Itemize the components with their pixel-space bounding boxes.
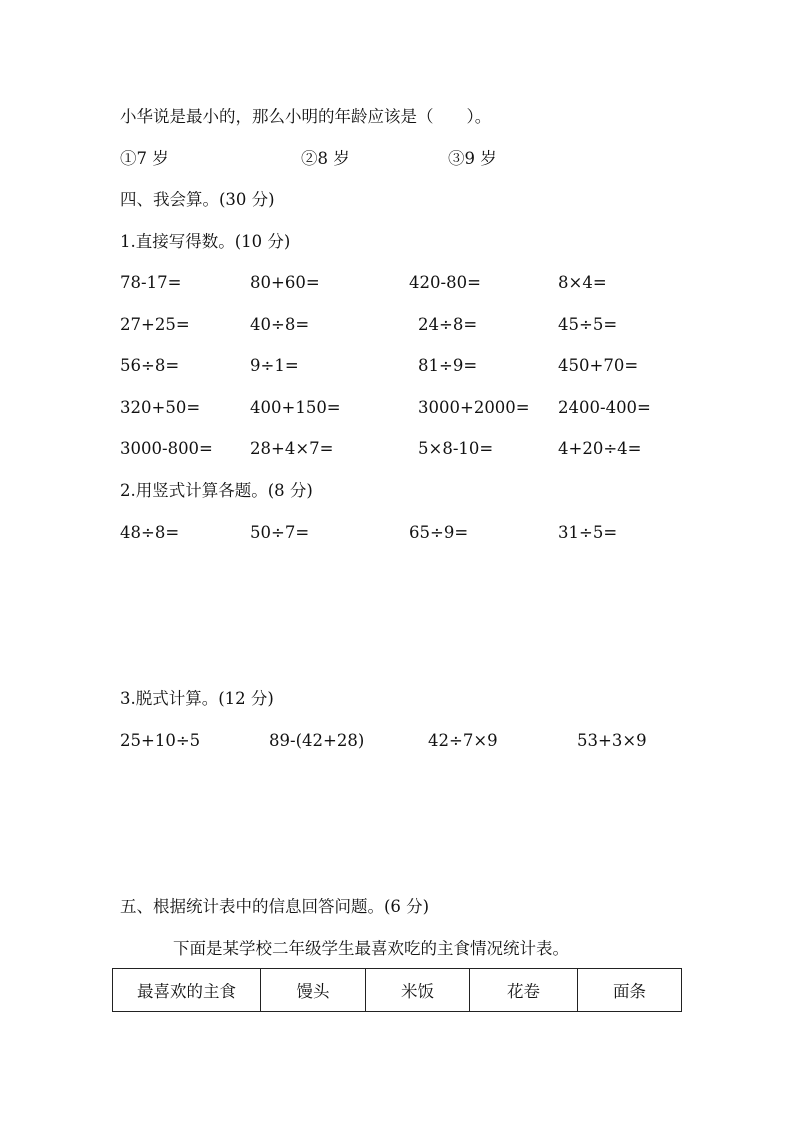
calc-r5-c1: 3000-800= [120,439,213,458]
calc-r1-c4: 8×4= [558,273,607,292]
option-3: ③9 岁 [448,149,497,168]
table-caption: 下面是某学校二年级学生最喜欢吃的主食情况统计表。 [173,939,569,958]
calc-r2-c4: 45÷5= [558,315,618,334]
section4-title: 四、我会算。(30 分) [120,190,275,209]
calc-r4-c4: 2400-400= [558,398,651,417]
calc-r1-c1: 78-17= [120,273,182,292]
part3-title: 3.脱式计算。(12 分) [120,689,274,708]
section5-title: 五、根据统计表中的信息回答问题。(6 分) [120,897,430,916]
calc-r1-c2: 80+60= [250,273,320,292]
calc-r3-c3: 81÷9= [418,356,478,375]
calc-r2-c2: 40÷8= [250,315,310,334]
stepwise-calc-4: 53+3×9 [577,731,647,750]
calc-r3-c2: 9÷1= [250,356,299,375]
food-stats-table [112,968,682,1012]
calc-r4-c2: 400+150= [250,398,341,417]
vertical-calc-4: 31÷5= [558,523,618,542]
part2-title: 2.用竖式计算各题。(8 分) [120,481,313,500]
calc-r5-c4: 4+20÷4= [558,439,642,458]
option-1: ①7 岁 [120,149,169,168]
calc-r3-c4: 450+70= [558,356,639,375]
vertical-calc-2: 50÷7= [250,523,310,542]
table-header-cell-mantou: 馒头 [261,969,366,1012]
calc-r3-c1: 56÷8= [120,356,180,375]
table-header-cell-huajuan: 花卷 [470,969,578,1012]
part1-title: 1.直接写得数。(10 分) [120,232,291,251]
calc-r1-c3: 420-80= [409,273,481,292]
table-header-cell-label: 最喜欢的主食 [113,969,261,1012]
calc-r4-c1: 320+50= [120,398,201,417]
stepwise-calc-3: 42÷7×9 [428,731,498,750]
stepwise-calc-2: 89-(42+28) [269,731,365,750]
vertical-calc-1: 48÷8= [120,523,180,542]
table-header-cell-rice: 米饭 [366,969,470,1012]
question-prompt: 小华说是最小的，那么小明的年龄应该是（ ）。 [120,107,492,126]
table-header-row [113,969,682,1012]
vertical-calc-3: 65÷9= [409,523,469,542]
calc-r5-c3: 5×8-10= [418,439,494,458]
table-header-cell-noodles: 面条 [578,969,682,1012]
calc-r5-c2: 28+4×7= [250,439,334,458]
option-2: ②8 岁 [301,149,350,168]
calc-r4-c3: 3000+2000= [418,398,530,417]
stepwise-calc-1: 25+10÷5 [120,731,201,750]
calc-r2-c3: 24÷8= [418,315,478,334]
calc-r2-c1: 27+25= [120,315,190,334]
